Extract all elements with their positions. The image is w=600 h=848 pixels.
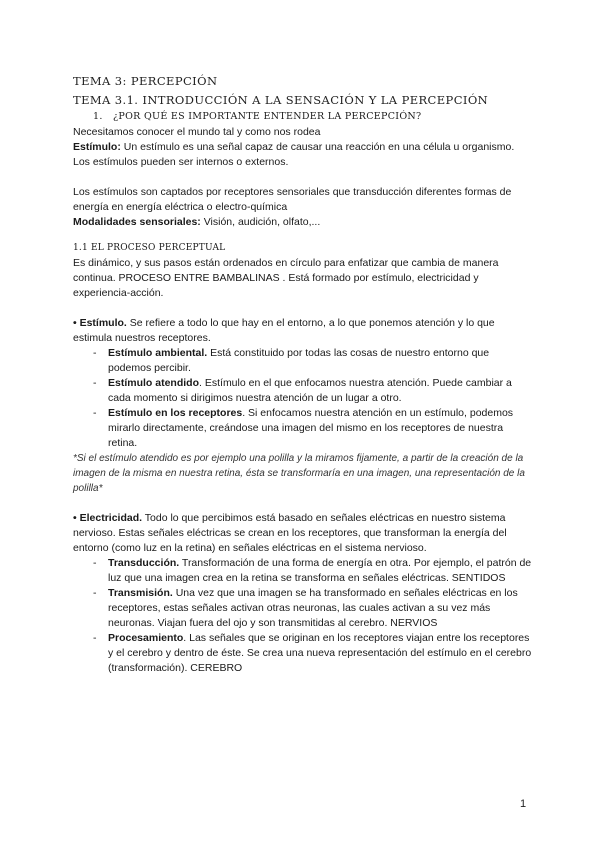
estimulo-list xyxy=(73,346,533,451)
heading-tema-3-1: TEMA 3.1. INTRODUCCIÓN A LA SENSACIÓN Y LA PERCEPCIÓN xyxy=(73,93,489,107)
item-text: . Estímulo en el que enfocamos nuestra atención. Puede cambiar a cada momento si dirigimos nuestra atención de un lugar a otro. xyxy=(108,377,512,404)
list-item xyxy=(93,406,533,451)
page-content xyxy=(73,72,533,676)
question-number: 1. xyxy=(93,111,103,122)
intro-line: Necesitamos conocer el mundo tal y como nos rodea xyxy=(73,126,321,138)
estimulo-block-label: • Estímulo. xyxy=(73,317,127,329)
captados-paragraph: Los estímulos son captados por receptores sensoriales que transducción diferentes formas de energía en energía eléctrica o electro-química xyxy=(73,186,512,213)
page-number: 1 xyxy=(520,798,527,810)
item-label: Procesamiento xyxy=(108,632,184,644)
item-label: Estímulo ambiental. xyxy=(108,347,208,359)
electricidad-block-text: Todo lo que percibimos está basado en señales eléctricas en nuestro sistema nervioso. Estas señales eléctricas se crean en los receptores, que transforman la energía del entorno (como luz en la retina) en señales eléctricas en el sistema nervioso. xyxy=(73,512,507,554)
item-text: Una vez que una imagen se ha transformado en señales eléctricas en los receptores, estas señales activan otras neuronas, las cuales activan a su vez más neuronas. Viajan fuera del ojo y son transmitidas al cerebro. NERVIOS xyxy=(108,587,518,629)
list-item xyxy=(93,376,533,406)
list-item xyxy=(93,556,533,586)
question-heading xyxy=(93,109,533,125)
estimulo-definition xyxy=(73,140,533,170)
list-item xyxy=(93,631,533,676)
list-item xyxy=(93,586,533,631)
section-1-1-title: 1.1 EL PROCESO PERCEPTUAL xyxy=(73,243,226,253)
item-label: Transducción. xyxy=(108,557,180,569)
polilla-note: *Si el estímulo atendido es por ejemplo una polilla y la miramos fijamente, a partir de la creación de la imagen de la misma en nuestra retina, ésta se transformaría en una imagen, una representación de la polilla* xyxy=(73,453,525,494)
estimulo-block-text: Se refiere a todo lo que hay en el entorno, a lo que ponemos atención y lo que estimula nuestros receptores. xyxy=(73,317,495,344)
electricidad-block-label: • Electricidad. xyxy=(73,512,143,524)
modalidades-label: Modalidades sensoriales: xyxy=(73,216,201,228)
electricidad-list xyxy=(73,556,533,676)
item-label: Transmisión. xyxy=(108,587,173,599)
estimulo-label: Estímulo: xyxy=(73,141,121,153)
item-label: Estímulo atendido xyxy=(108,377,200,389)
list-item xyxy=(93,346,533,376)
item-label: Estímulo en los receptores xyxy=(108,407,243,419)
item-text: . Las señales que se originan en los receptores viajan entre los receptores y el cerebro y dentro de éste. Se crea una nueva representación del estímulo en el cerebro (transformación). CEREBRO xyxy=(108,632,532,674)
item-text: . Si enfocamos nuestra atención en un estímulo, podemos mirarlo directamente, creándose una imagen del mismo en los receptores de nuestra retina. xyxy=(108,407,514,449)
question-text: ¿POR QUÉ ES IMPORTANTE ENTENDER LA PERCEPCIÓN? xyxy=(113,111,422,122)
heading-tema-3: TEMA 3: PERCEPCIÓN xyxy=(73,74,218,88)
electricidad-block-intro xyxy=(73,511,533,556)
section-1-1-text: Es dinámico, y sus pasos están ordenados en círculo para enfatizar que cambia de manera continua. PROCESO ENTRE BAMBALINAS . Está formado por estímulo, electricidad y experiencia-acción. xyxy=(73,257,499,299)
item-text: Está constituido por todas las cosas de nuestro entorno que podemos percibir. xyxy=(108,347,490,374)
item-text: Transformación de una forma de energía en otra. Por ejemplo, el patrón de luz que una imagen crea en la retina se transforma en señales eléctricas. SENTIDOS xyxy=(108,557,532,584)
estimulo-block-intro xyxy=(73,316,533,346)
modalidades-text: Visión, audición, olfato,... xyxy=(200,216,321,228)
modalidades-paragraph xyxy=(73,215,533,230)
estimulo-text: Un estímulo es una señal capaz de causar una reacción en una célula u organismo. Los estímulos pueden ser internos o externos. xyxy=(73,141,515,168)
